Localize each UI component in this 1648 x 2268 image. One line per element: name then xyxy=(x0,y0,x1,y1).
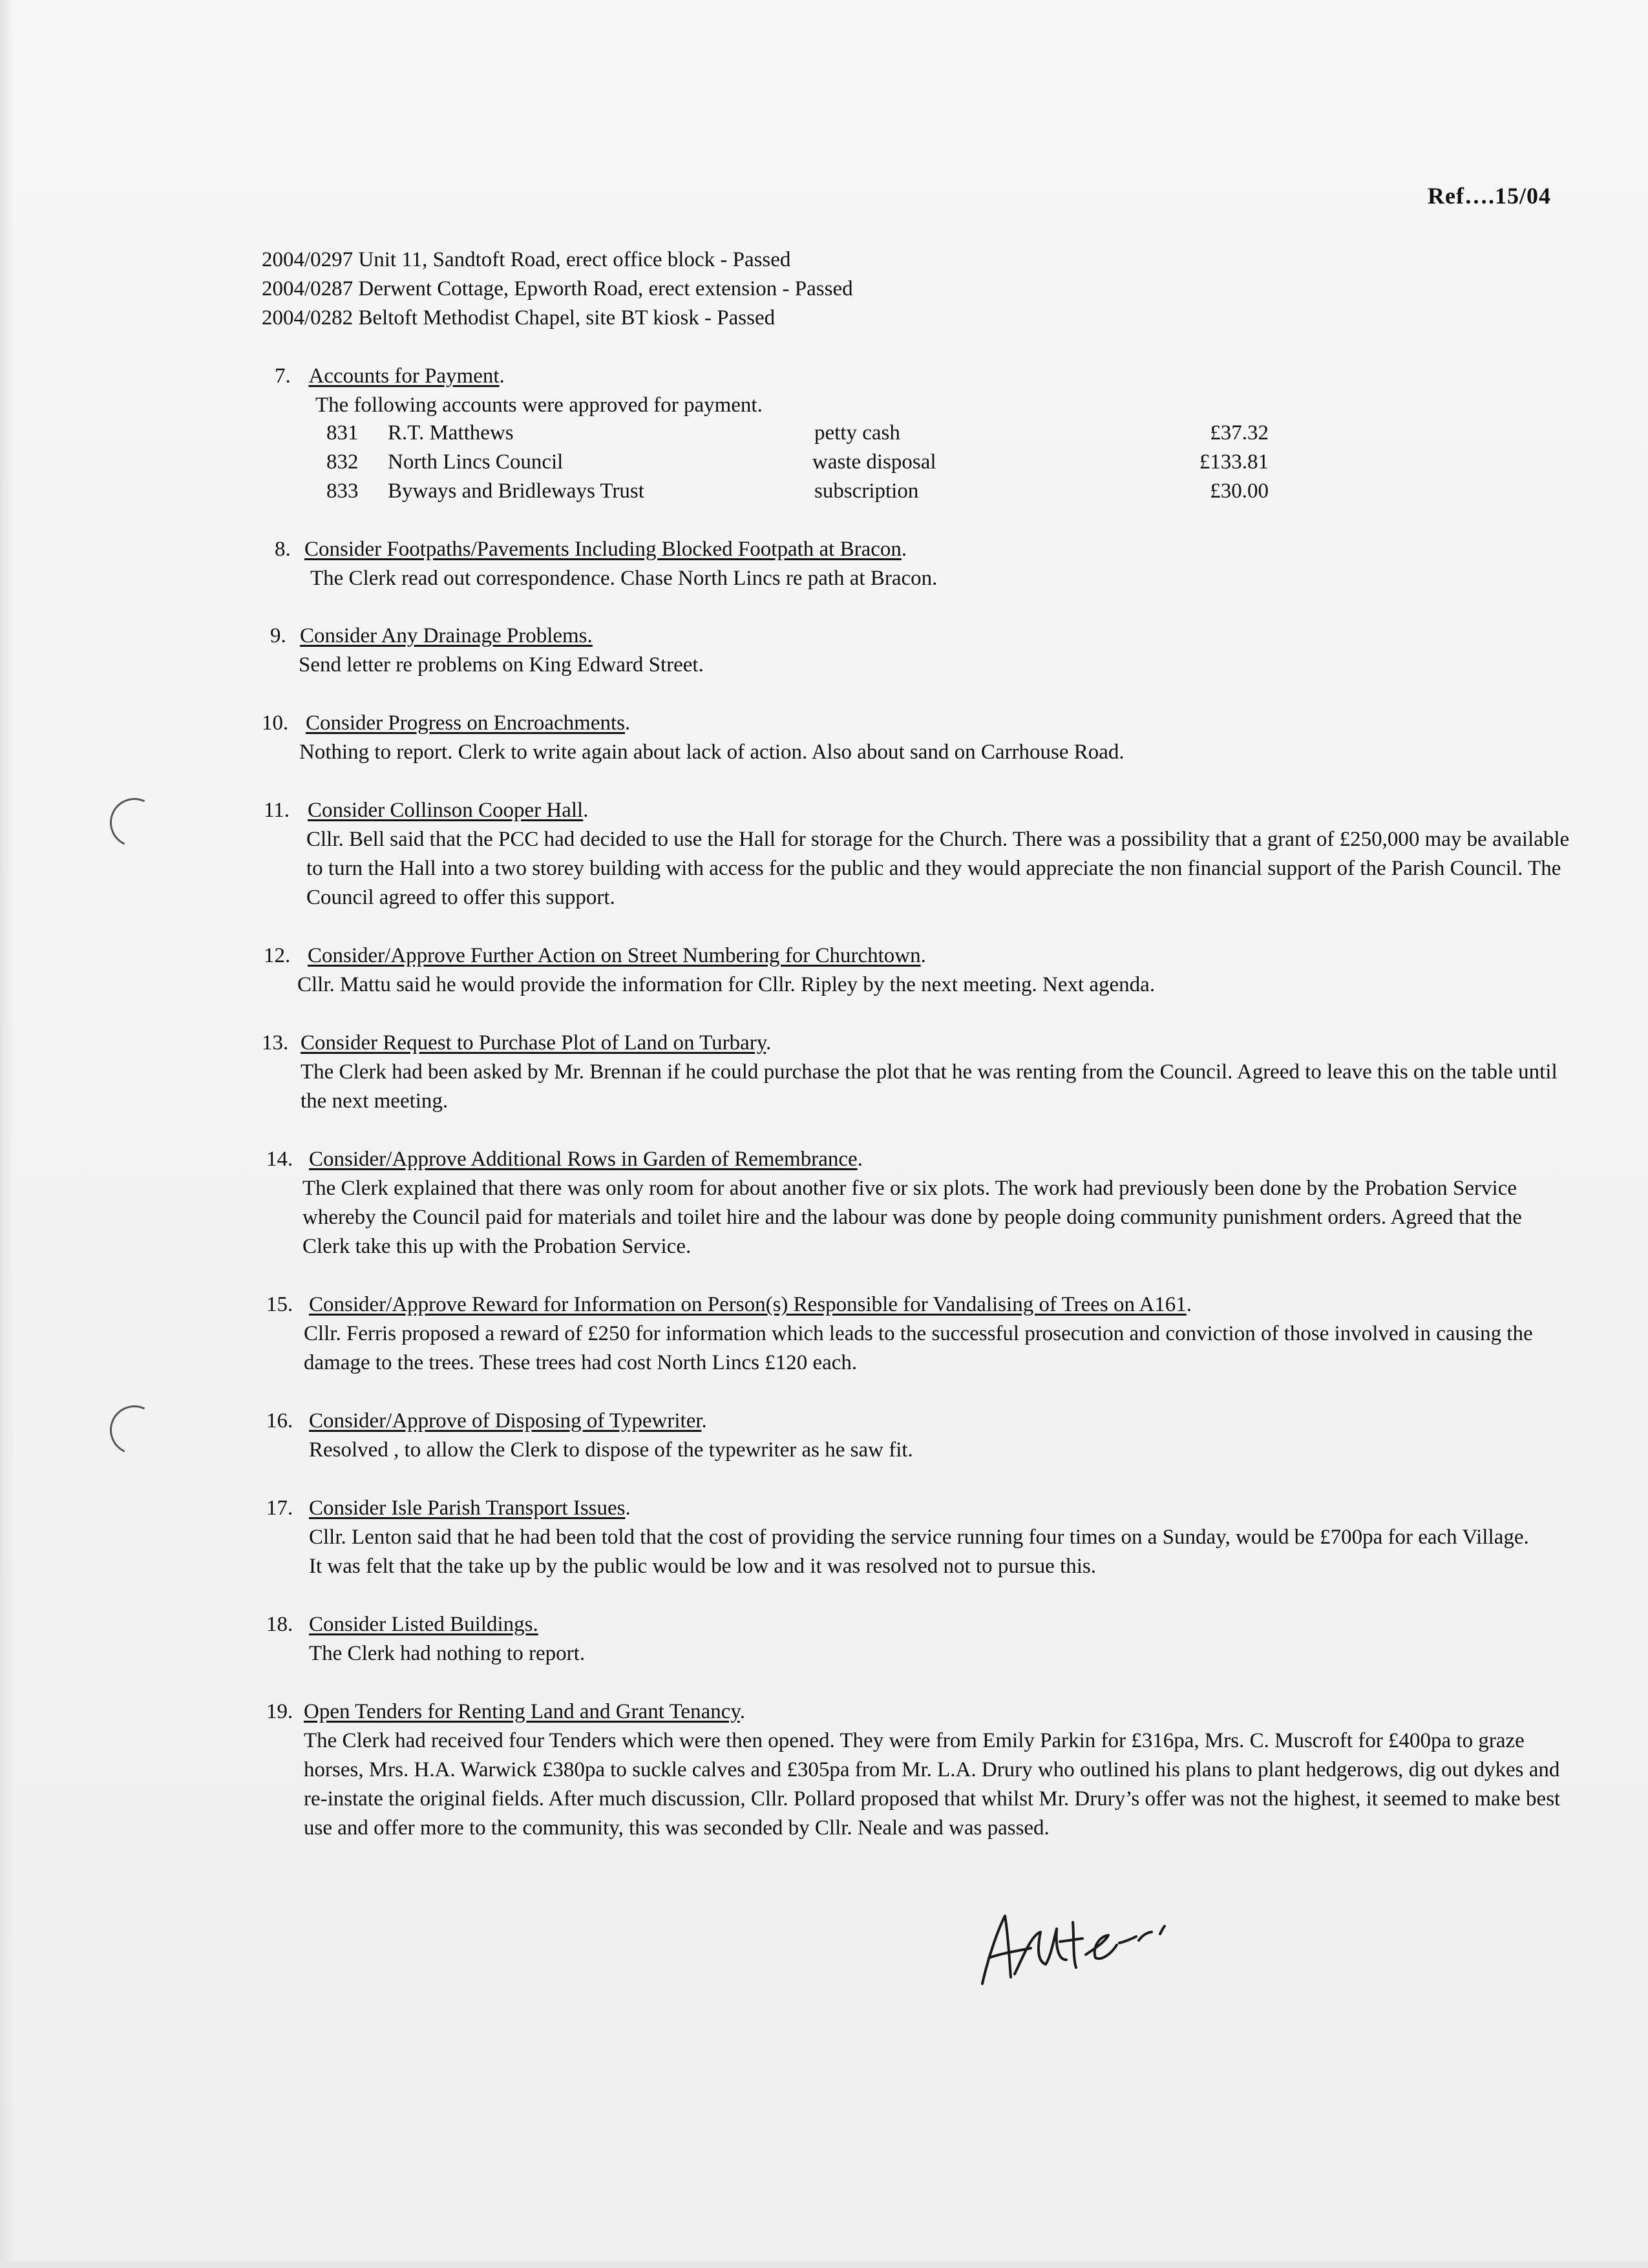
item-title: Consider Progress on Encroachments xyxy=(306,711,625,735)
agenda-item-10 xyxy=(262,709,1425,767)
item-number: 10. xyxy=(262,711,289,735)
item-heading xyxy=(275,362,1309,391)
item-body-text: Cllr. Bell said that the PCC had decided to use the Hall for storage for the Church. There was a possibility that a grant of £250,000 may be available to turn the Hall into a two storey building with access for the public and they would appreciate the non financial support of the Parish Council. The Council agreed to offer this support. xyxy=(306,828,1570,909)
item-body: The Clerk had received four Tenders which were then opened. They were from Emily Parkin for £316pa, Mrs. C. Muscroft for £400pa to graze horses, Mrs. H.A. Warwick £380pa to suckle calves and £305pa from Mr. L.A. Drury who outlined his plans to plant hedgerows, dig out dykes and re-instate the original fields. After much discussion, Cllr. Pollard proposed that whilst Mr. Drury’s offer was not the highest, it seemed to make best use and offer more to the community, this was seconded by Cllr. Neale and was passed. xyxy=(304,1729,1561,1840)
item-title-suffix: . xyxy=(739,1700,745,1723)
item-body: Resolved , to allow the Clerk to dispose of the typewriter as he saw fit. xyxy=(309,1438,913,1462)
item-title-suffix: . xyxy=(625,711,631,735)
item-title: Open Tenders for Renting Land and Grant Tenancy xyxy=(304,1700,740,1723)
item-number: 9. xyxy=(270,624,286,647)
agenda-item-18 xyxy=(266,1610,1430,1668)
item-title-suffix: . xyxy=(1186,1293,1192,1316)
agenda-item-19 xyxy=(266,1697,1588,1843)
item-title-suffix: . xyxy=(583,799,589,822)
agenda-item-11 xyxy=(264,796,1579,912)
item-body: The Clerk read out correspondence. Chase North Lincs re path at Bracon. xyxy=(310,567,938,590)
planning-line: 2004/0297 Unit 11, Sandtoft Road, erect office block - Passed xyxy=(262,248,791,271)
account-number: 833 xyxy=(326,479,359,503)
item-body: Nothing to report. Clerk to write again about lack of action. Also about sand on Carrhouse Road. xyxy=(299,740,1125,764)
agenda-item-17 xyxy=(266,1494,1539,1581)
item-title-suffix: . xyxy=(625,1496,631,1520)
signature-mark xyxy=(969,1896,1189,1993)
item-title: Consider Footpaths/Pavements Including Blocked Footpath at Bracon xyxy=(304,538,902,561)
item-title: Consider/Approve Further Action on Street Numbering for Churchtown xyxy=(308,944,921,967)
agenda-item-14 xyxy=(266,1145,1523,1261)
account-purpose: waste disposal xyxy=(812,450,936,474)
item-title-suffix: . xyxy=(920,944,926,967)
item-title: Consider/Approve Additional Rows in Garden of Remembrance xyxy=(309,1148,858,1171)
item-number: 12. xyxy=(264,944,291,967)
item-number: 18. xyxy=(266,1613,293,1636)
item-title: Consider Isle Parish Transport Issues xyxy=(309,1496,626,1520)
item-number: 13. xyxy=(262,1031,289,1055)
agenda-item-12 xyxy=(264,941,1427,1000)
item-number: 7. xyxy=(275,364,291,388)
item-number: 16. xyxy=(266,1409,293,1433)
item-number: 19. xyxy=(266,1700,293,1723)
item-title: Consider/Approve of Disposing of Typewriter xyxy=(309,1409,702,1433)
item-number: 11. xyxy=(264,799,290,822)
item-title: Consider Listed Buildings. xyxy=(309,1613,538,1636)
item-number: 8. xyxy=(275,538,291,561)
item-title: Consider Any Drainage Problems. xyxy=(300,624,593,647)
item-title-suffix: . xyxy=(499,364,505,388)
item-body: The Clerk explained that there was only room for about another five or six plots. The work had previously been done by the Probation Service whereby the Council paid for materials and toilet hire and the labour was done by people doing community punishment orders. Agreed that the Clerk take this up with the Probation Service. xyxy=(302,1177,1522,1258)
account-amount: £133.81 xyxy=(1199,450,1269,474)
account-purpose: subscription xyxy=(814,479,919,503)
item-body xyxy=(264,825,1579,912)
item-body: Cllr. Lenton said that he had been told that the cost of providing the service running four times on a Sunday, would be £700pa for each Village. It was felt that the take up by the public would be low and it was resolved not to pursue this. xyxy=(309,1526,1529,1578)
item-title-suffix: . xyxy=(857,1148,863,1171)
item-title: Accounts for Payment xyxy=(308,364,500,388)
account-amount: £37.32 xyxy=(1210,421,1269,445)
account-number: 832 xyxy=(326,450,359,474)
agenda-item-9 xyxy=(270,622,1369,680)
item-title: Consider Request to Purchase Plot of Land on Turbary xyxy=(301,1031,766,1055)
planning-applications xyxy=(262,246,853,333)
item-body: Cllr. Ferris proposed a reward of £250 for information which leads to the successful prosecution and conviction of those involved in causing the damage to the trees. These trees had cost North Lincs £120 each. xyxy=(304,1322,1533,1374)
agenda-item-7 xyxy=(275,362,1309,420)
planning-line: 2004/0282 Beltoft Methodist Chapel, site BT kiosk - Passed xyxy=(262,306,776,330)
scan-bottom-edge xyxy=(0,2262,1648,2268)
item-body: Send letter re problems on King Edward Street. xyxy=(299,653,704,677)
account-row xyxy=(326,419,1296,448)
reference-number: Ref….15/04 xyxy=(1428,183,1551,209)
accounts-table xyxy=(326,419,1296,506)
punch-hole-top xyxy=(103,791,165,854)
item-title-suffix: . xyxy=(701,1409,707,1433)
agenda-item-8 xyxy=(275,535,1373,593)
account-row xyxy=(326,448,1296,477)
planning-line: 2004/0287 Derwent Cottage, Epworth Road, erect extension - Passed xyxy=(262,277,853,300)
account-row xyxy=(326,477,1296,506)
item-title-suffix: . xyxy=(901,538,907,561)
item-number: 15. xyxy=(266,1293,293,1316)
account-payee: R.T. Matthews xyxy=(388,421,514,445)
account-amount: £30.00 xyxy=(1210,479,1269,503)
account-payee: Byways and Bridleways Trust xyxy=(388,479,644,503)
item-number: 14. xyxy=(266,1148,293,1171)
item-body: Cllr. Mattu said he would provide the information for Cllr. Ripley by the next meeting. Next agenda. xyxy=(297,973,1156,996)
punch-hole-bottom xyxy=(103,1398,165,1461)
agenda-item-16 xyxy=(266,1407,1430,1465)
agenda-item-13 xyxy=(262,1029,1580,1116)
item-title-suffix: . xyxy=(766,1031,772,1055)
item-title: Consider Collinson Cooper Hall xyxy=(308,799,584,822)
item-body: The Clerk had been asked by Mr. Brennan if he could purchase the plot that he was renting from the Council. Agreed to leave this on the table until the next meeting. xyxy=(301,1060,1558,1113)
item-title: Consider/Approve Reward for Information on Person(s) Responsible for Vandalising of Trees on A161 xyxy=(309,1293,1187,1316)
item-body: The Clerk had nothing to report. xyxy=(309,1642,586,1665)
accounts-intro: The following accounts were approved for payment. xyxy=(315,394,763,417)
account-payee: North Lincs Council xyxy=(388,450,564,474)
scan-edge xyxy=(0,0,14,2268)
agenda-item-15 xyxy=(266,1290,1581,1378)
account-number: 831 xyxy=(326,421,359,445)
item-number: 17. xyxy=(266,1496,293,1520)
account-purpose: petty cash xyxy=(814,421,900,445)
